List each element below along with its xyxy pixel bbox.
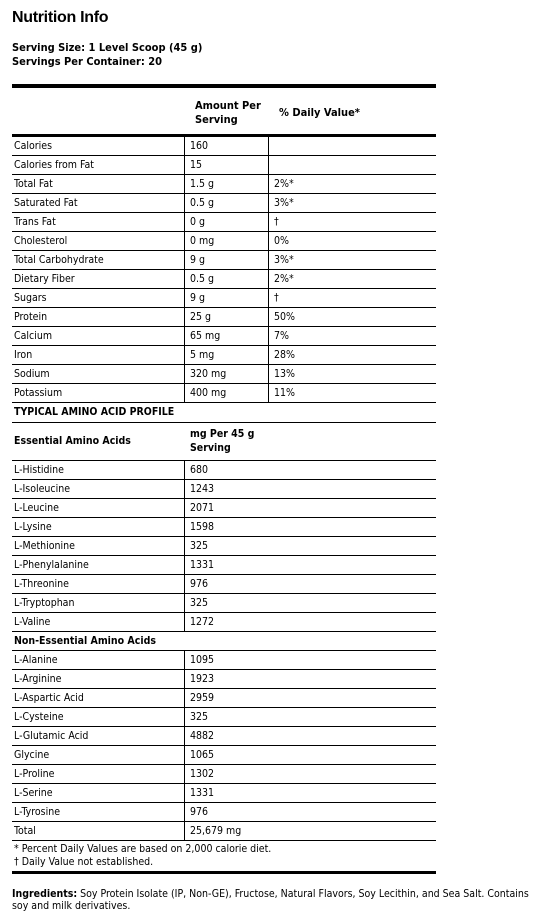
nutrient-row-amount: 320 mg [190,368,227,380]
ingredients [12,888,542,912]
nonessential-header: Non-Essential Amino Acids [12,632,436,651]
amino-row-mg: 2071 [190,502,215,514]
nutrient-row-name: Total Carbohydrate [14,254,104,266]
nutrient-row-amount: 160 [190,140,209,152]
daily-value-header: % Daily Value* [279,106,360,119]
amino-row-mg: 1331 [190,559,215,571]
amino-row-name: L-Tryptophan [14,597,75,609]
nutrient-row-dv: 3%* [274,197,294,209]
amino-row [12,594,436,613]
serving-size: Serving Size: 1 Level Scoop (45 g) [12,41,203,54]
nutrient-row-name: Calcium [14,330,53,342]
nutrient-row-name: Protein [14,311,48,323]
column-header [12,88,436,137]
amino-row-name: L-Cysteine [14,711,64,723]
amino-row-mg: 1065 [190,749,215,761]
nutrient-row-amount: 9 g [190,292,206,304]
nutrient-row [12,137,436,156]
nutrient-row [12,175,436,194]
amino-row-name: L-Glutamic Acid [14,730,89,742]
footnote-dagger: † Daily Value not established. [14,856,154,868]
nutrient-row-name: Dietary Fiber [14,273,75,285]
amino-row [12,651,436,670]
amount-per-serving-header: Amount Per Serving [195,99,261,126]
nutrient-row [12,251,436,270]
nutrient-row [12,327,436,346]
nutrient-row-amount: 0 mg [190,235,215,247]
servings-per-container: Servings Per Container: 20 [12,55,163,68]
amino-row-mg: 325 [190,540,209,552]
essential-rows [12,461,436,632]
nutrient-row-name: Iron [14,349,33,361]
nutrient-row-dv: 2%* [274,178,294,190]
nutrient-row-amount: 15 [190,159,203,171]
amino-row-name: L-Threonine [14,578,69,590]
essential-header: Essential Amino Acids [14,435,131,447]
nutrient-row-dv: 50% [274,311,295,323]
amino-row-mg: 1095 [190,654,215,666]
amino-row-name: L-Serine [14,787,53,799]
nutrient-row-dv: † [274,216,279,228]
nutrient-row-dv: † [274,292,279,304]
nutrient-row-amount: 65 mg [190,330,221,342]
serving-info [12,41,202,69]
nutrient-row-amount: 0.5 g [190,197,215,209]
nutrient-row-name: Trans Fat [14,216,56,228]
amino-row-name: L-Phenylalanine [14,559,89,571]
nutrient-row-dv: 3%* [274,254,294,266]
amino-row-name: L-Arginine [14,673,62,685]
nutrient-row-dv: 7% [274,330,289,342]
nutrient-row-name: Calories [14,140,53,152]
nonessential-rows [12,651,436,822]
amino-row-mg: 680 [190,464,209,476]
amino-row [12,708,436,727]
amino-row-name: L-Tyrosine [14,806,61,818]
nutrient-row-name: Sodium [14,368,50,380]
amino-row-mg: 4882 [190,730,215,742]
amino-row-name: L-Valine [14,616,51,628]
nutrient-row-dv: 2%* [274,273,294,285]
nutrient-row-amount: 25 g [190,311,212,323]
amino-row-name: L-Proline [14,768,55,780]
total-row [12,822,436,841]
nutrient-rows [12,137,436,403]
nutrient-row [12,156,436,175]
essential-header-row [12,423,436,461]
amino-row-name: L-Lysine [14,521,52,533]
amino-row-mg: 1302 [190,768,215,780]
nutrient-row-dv: 13% [274,368,295,380]
nutrient-row [12,308,436,327]
nutrient-row [12,270,436,289]
amino-row-mg: 1331 [190,787,215,799]
amino-row-mg: 976 [190,806,209,818]
amino-row [12,556,436,575]
amino-row [12,689,436,708]
bottom-rule [12,871,436,874]
nutrient-row [12,384,436,403]
nutrient-row [12,213,436,232]
amino-row [12,518,436,537]
nutrient-row-dv: 11% [274,387,295,399]
nutrient-row-dv: 28% [274,349,295,361]
footnote-percent: * Percent Daily Values are based on 2,000 calorie diet. [14,843,272,855]
amino-row-name: L-Aspartic Acid [14,692,84,704]
mg-per-serving-header: mg Per 45 g Serving [190,428,255,454]
nutrient-row-name: Potassium [14,387,63,399]
amino-row-mg: 2959 [190,692,215,704]
amino-row-mg: 325 [190,711,209,723]
amino-row-mg: 1272 [190,616,215,628]
amino-row-mg: 1243 [190,483,215,495]
amino-row [12,727,436,746]
amino-row-name: L-Isoleucine [14,483,71,495]
amino-row [12,480,436,499]
amino-row [12,499,436,518]
amino-row [12,461,436,480]
nutrient-row-amount: 400 mg [190,387,227,399]
nutrient-row-name: Cholesterol [14,235,68,247]
ingredients-text: Soy Protein Isolate (IP, Non-GE), Fructose, Natural Flavors, Soy Lecithin, and Sea Salt. Contains soy and milk derivatives. [12,888,529,912]
nutrition-panel [12,84,436,874]
amino-row [12,670,436,689]
nutrient-row-amount: 0 g [190,216,206,228]
amino-row [12,613,436,632]
amino-row-mg: 1598 [190,521,215,533]
nutrient-row-amount: 1.5 g [190,178,215,190]
nutrient-row [12,232,436,251]
nutrient-row-amount: 9 g [190,254,206,266]
amino-row-mg: 1923 [190,673,215,685]
nutrient-row-amount: 0.5 g [190,273,215,285]
amino-row [12,537,436,556]
nutrient-row-name: Sugars [14,292,47,304]
nutrient-row-name: Saturated Fat [14,197,78,209]
amino-row-name: L-Alanine [14,654,58,666]
page-title: Nutrition Info [12,9,109,26]
amino-row-name: L-Leucine [14,502,59,514]
nutrient-row-dv: 0% [274,235,289,247]
amino-row [12,746,436,765]
nutrient-row [12,346,436,365]
total-value: 25,679 mg [190,825,242,837]
total-label: Total [14,825,36,837]
amino-row [12,575,436,594]
ingredients-label: Ingredients: [12,888,78,900]
amino-profile-title: TYPICAL AMINO ACID PROFILE [12,403,436,423]
amino-row-mg: 325 [190,597,209,609]
nutrient-row-amount: 5 mg [190,349,215,361]
amino-row [12,803,436,822]
amino-row-name: L-Histidine [14,464,64,476]
nutrient-row [12,365,436,384]
amino-row [12,784,436,803]
nutrient-row [12,194,436,213]
nutrient-row [12,289,436,308]
amino-row-name: L-Methionine [14,540,75,552]
footnotes [12,841,436,871]
amino-row-name: Glycine [14,749,50,761]
amino-row-mg: 976 [190,578,209,590]
nutrient-row-name: Total Fat [14,178,53,190]
amino-row [12,765,436,784]
nutrient-row-name: Calories from Fat [14,159,94,171]
